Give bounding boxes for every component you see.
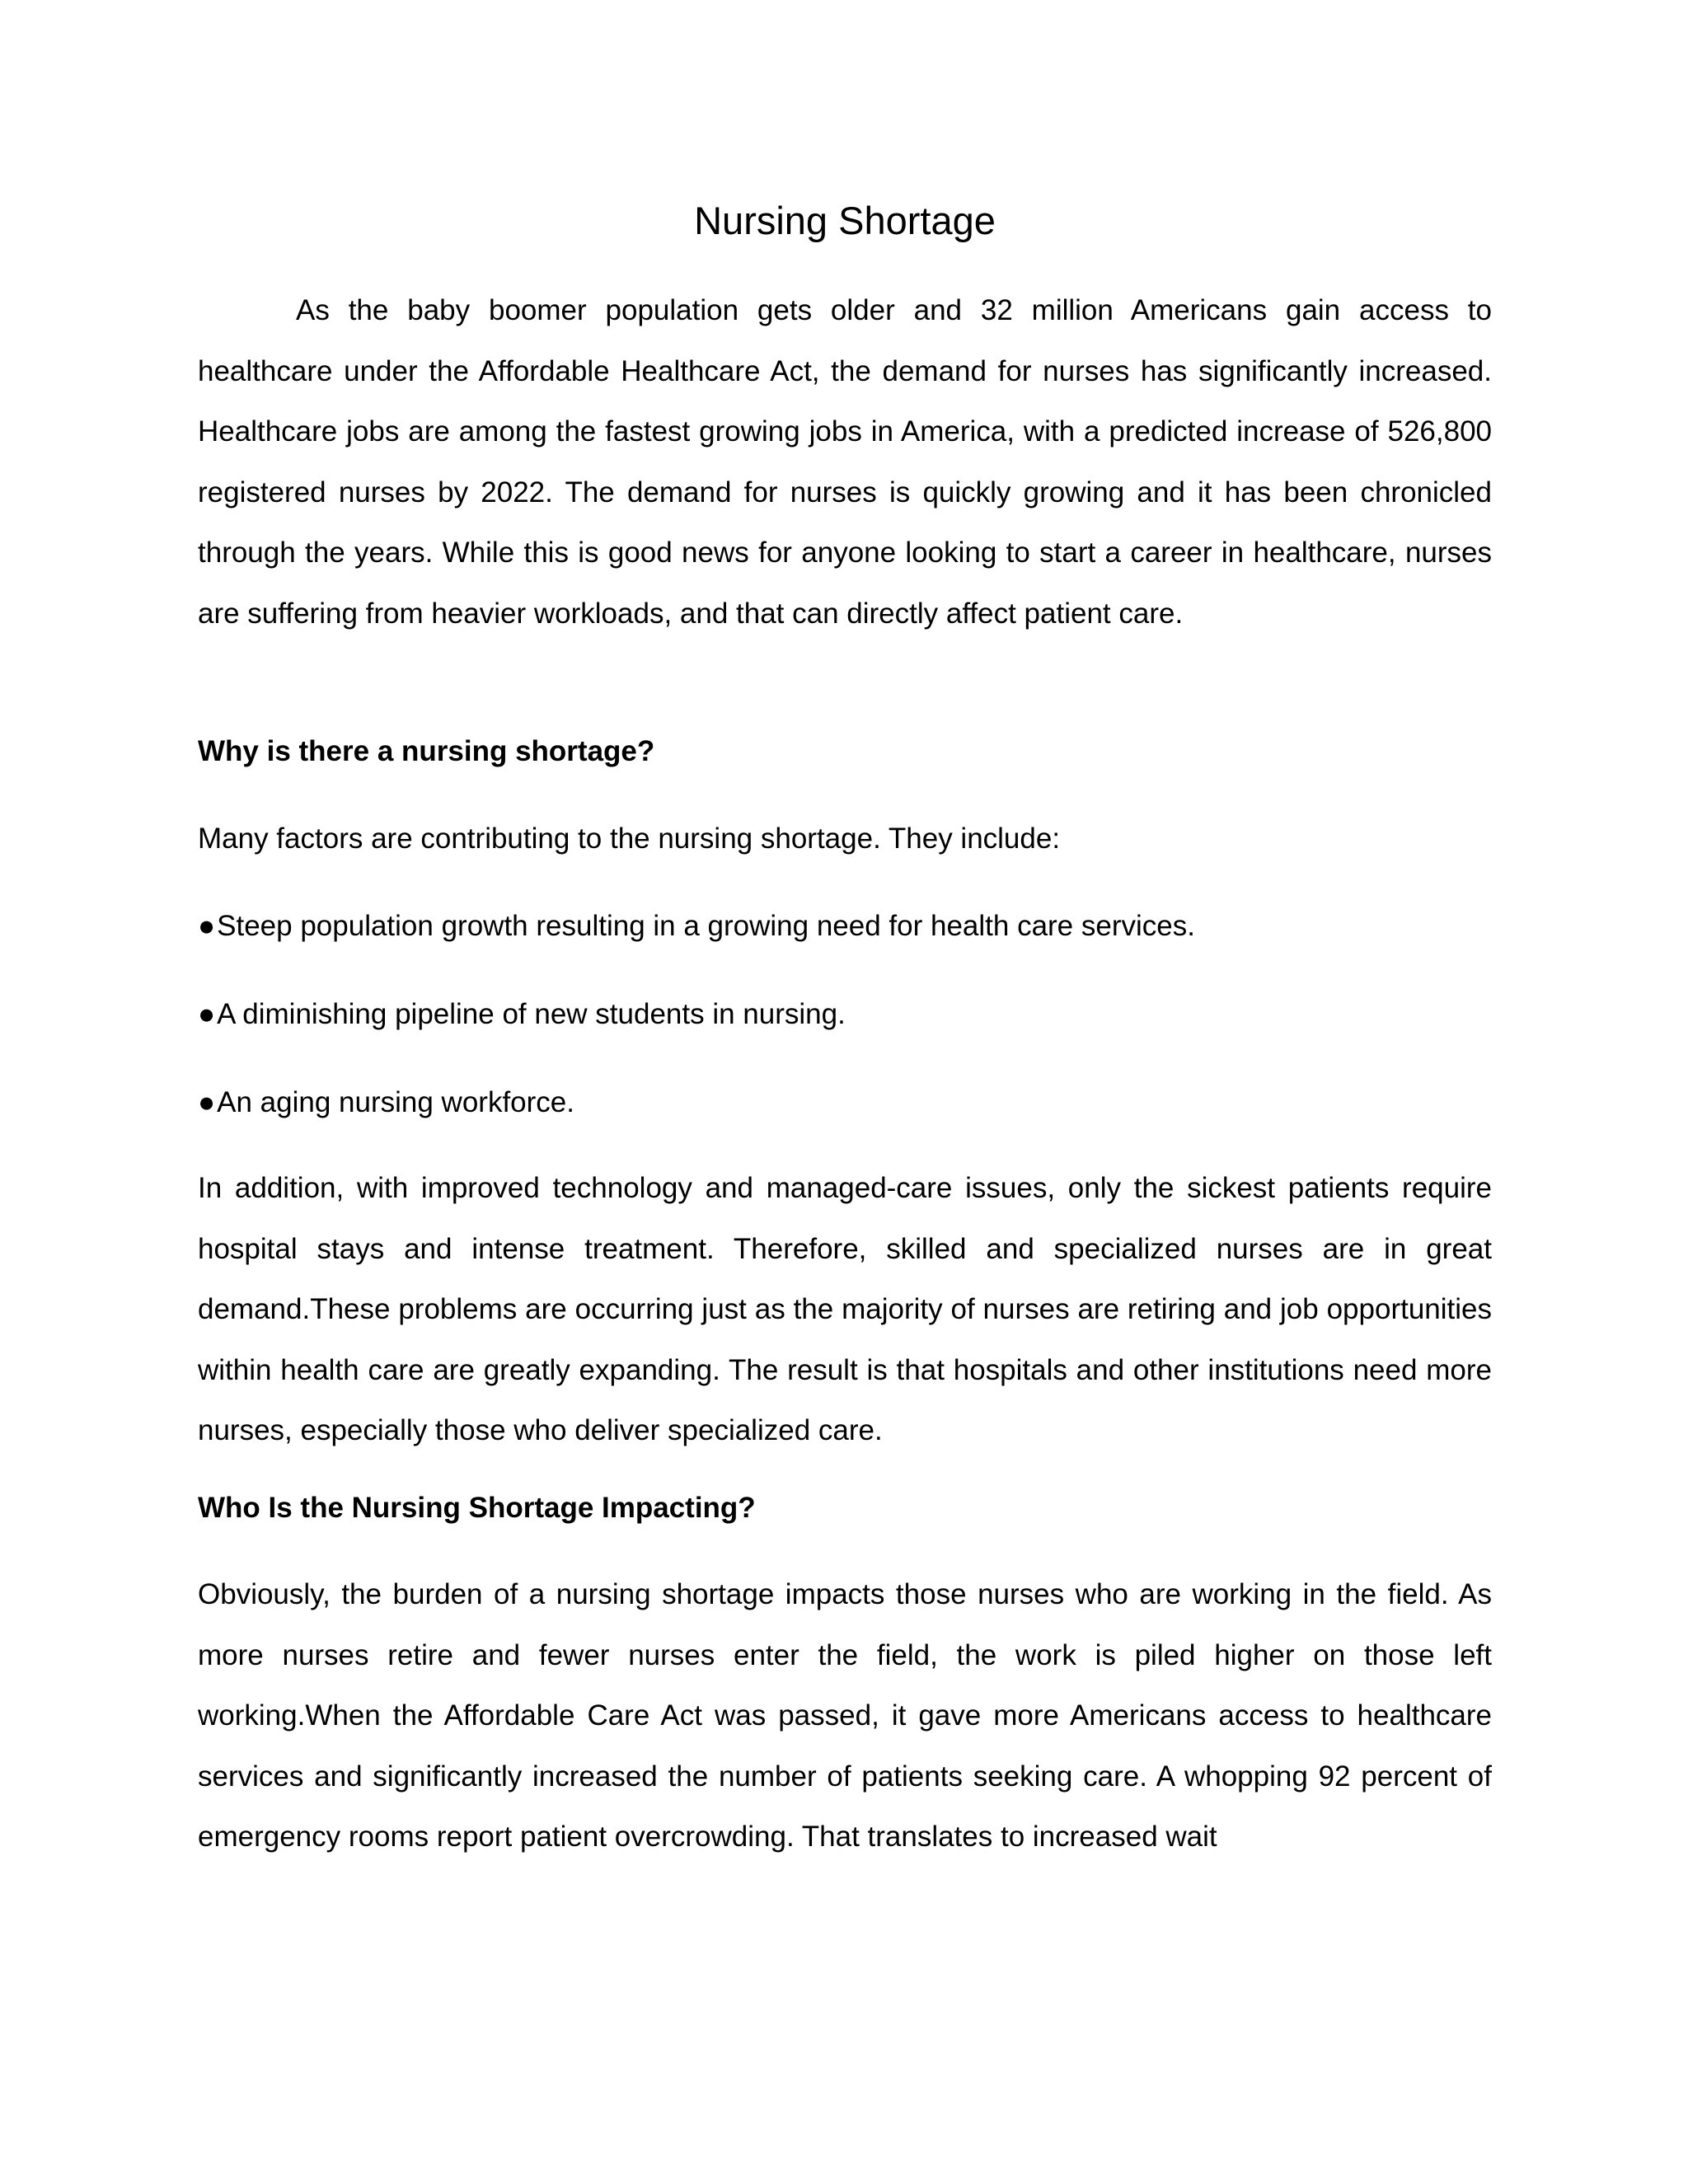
section2-body-paragraph: Obviously, the burden of a nursing shortage impacts those nurses who are working in the field. As more nurses retire and fewer nurses enter the field, the work is piled higher on those left working.When the Affordable Care Act was passed, it gave more Americans access to healthcare services and significantly increased the number of patients seeking care. A whopping 92 percent of emergency rooms report patient overcrowding. That translates to increased wait bbox=[198, 1578, 1492, 1854]
document-title: Nursing Shortage bbox=[694, 199, 996, 242]
bullet-text: Steep population growth resulting in a growing need for health care services. bbox=[217, 910, 1195, 942]
bullet-text: An aging nursing workforce. bbox=[217, 1086, 574, 1118]
bullet-marker: ● bbox=[198, 910, 216, 942]
bullet-item bbox=[198, 1081, 1492, 1124]
section-lead: Many factors are contributing to the nursing shortage. They include: bbox=[198, 823, 1061, 855]
bullet-marker: ● bbox=[198, 1086, 216, 1118]
section-heading-why: Why is there a nursing shortage? bbox=[198, 735, 655, 767]
section-heading-who: Who Is the Nursing Shortage Impacting? bbox=[198, 1492, 756, 1524]
section1-body-paragraph: In addition, with improved technology and managed-care issues, only the sickest patients require hospital stays and intense treatment. Therefore, skilled and specialized nurses are in great demand.These problems are occurring just as the majority of nurses are retiring and job opportunities within health care are greatly expanding. The result is that hospitals and other institutions need more nurses, especially those who deliver specialized care. bbox=[198, 1172, 1492, 1447]
intro-paragraph: As the baby boomer population gets older and 32 million Americans gain access to healthcare under the Affordable Healthcare Act, the demand for nurses has significantly increased. Healthcare jobs are among the fastest growing jobs in America, with a predicted increase of 526,800 registered nurses by 2022. The demand for nurses is quickly growing and it has been chronicled through the years. While this is good news for anyone looking to start a career in healthcare, nurses are suffering from heavier workloads, and that can directly affect patient care. bbox=[198, 294, 1492, 630]
bullet-item bbox=[198, 993, 1492, 1036]
bullet-marker: ● bbox=[198, 998, 216, 1030]
bullet-text: A diminishing pipeline of new students in nursing. bbox=[217, 998, 846, 1030]
bullet-item bbox=[198, 905, 1492, 948]
